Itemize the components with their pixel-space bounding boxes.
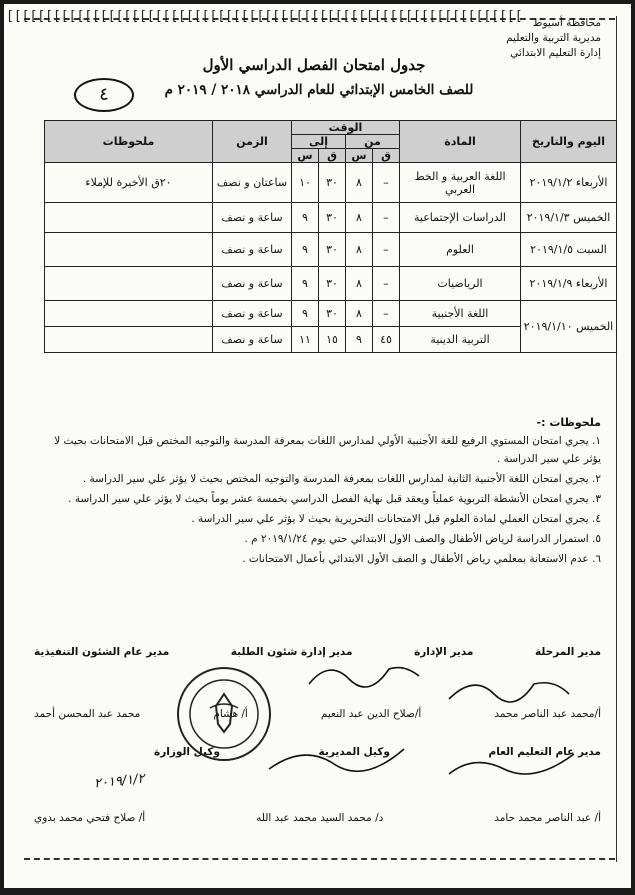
document-page — [4, 4, 631, 888]
signature-name: محمد عبد المحسن أحمد — [34, 708, 141, 720]
to-s-cell: ١٠ — [292, 163, 319, 203]
note-cell: ٢٠ق الأخيرة للإملاء — [45, 163, 213, 203]
to-q-cell: ٣٠ — [319, 267, 346, 301]
subject-cell: العلوم — [400, 233, 521, 267]
signature-title: وكيل المديرية — [318, 746, 390, 758]
letterhead-line: محافظة أسيوط — [532, 17, 601, 29]
header-from-s: س — [346, 149, 373, 163]
signature-scribble — [264, 739, 414, 779]
day-date-cell: السبت ٢٠١٩/١/٥ — [521, 233, 617, 267]
from-q-cell: ٤٥ — [373, 327, 400, 353]
to-s-cell: ٩ — [292, 203, 319, 233]
duration-cell: ساعة و نصف — [213, 203, 292, 233]
official-seal — [174, 664, 274, 764]
from-q-cell: – — [373, 233, 400, 267]
duration-cell: ساعة و نصف — [213, 267, 292, 301]
header-day-date: اليوم والتاريخ — [521, 121, 617, 163]
note-cell — [45, 267, 213, 301]
from-q-cell: – — [373, 163, 400, 203]
signature-title: مدير عام الشئون التنفيذية — [34, 646, 170, 658]
table-row — [45, 233, 617, 267]
duration-cell: ساعة و نصف — [213, 327, 292, 353]
to-s-cell: ٩ — [292, 233, 319, 267]
signature-name: أ/محمد عبد الناصر محمد — [494, 708, 601, 720]
signature-scribble — [444, 739, 584, 784]
duration-cell: ساعتان و نصف — [213, 163, 292, 203]
from-q-cell: – — [373, 203, 400, 233]
letterhead-line: مديرية التربية والتعليم — [506, 32, 601, 44]
note-cell — [45, 327, 213, 353]
note-cell — [45, 203, 213, 233]
table-row — [45, 163, 617, 203]
note-item: ١. يجري امتحان المستوي الرفيع للغة الأجنبية الأولي لمدارس اللغات بمعرفة المدرسة والتوجيه المختص قبل الامتحانات بحيث لا يؤثر علي سير الدراسة . — [54, 435, 601, 465]
signature-name: د/ محمد السيد محمد عبد الله — [256, 812, 384, 824]
signature-name: أ/ هشام — [213, 708, 248, 720]
signature-title: مدير المرحلة — [534, 646, 601, 658]
handwritten-date: ٢٠١٩/١/٢ — [93, 771, 146, 792]
to-s-cell: ٩ — [292, 301, 319, 327]
header-to-s: س — [292, 149, 319, 163]
header-to: إلى — [292, 135, 346, 149]
table-row — [45, 301, 617, 327]
signature-names-row-2 — [34, 812, 601, 824]
subject-cell: التربية الدينية — [400, 327, 521, 353]
header-to-q: ق — [319, 149, 346, 163]
signature-title: مدير عام التعليم العام — [488, 746, 601, 758]
binding-left-edge: [[[[[[[[[[[[[[[[[[[[[[[[[[[[[[[[[[[[[[[[[[[[[[[[[[[[[[[[[[[[[[[[[[ — [6, 9, 523, 24]
note-item: ٢. يجري امتحان اللغة الأجنبية الثانية لمدارس اللغات بمعرفة المدرسة والتوجيه المختص بحيث لا يؤثر علي سير الدراسة . — [82, 473, 601, 485]
to-s-cell: ٩ — [292, 267, 319, 301]
exam-schedule-table — [44, 120, 617, 353]
table-row — [45, 267, 617, 301]
signature-name: أ/ صلاح فتحي محمد بدوي — [34, 812, 146, 824]
document-subtitle: للصف الخامس الإبتدائي للعام الدراسي ٢٠١٨ / ٢٠١٩ م — [164, 82, 474, 98]
note-item: ٣. يجري امتحان الأنشطة التربوية عملياً ويعقد قبل نهاية الفصل الدراسي بخمسة عشر يوماً بحيث لا يؤثر علي سير الدراسة . — [68, 493, 601, 505]
duration-cell: ساعة و نصف — [213, 301, 292, 327]
to-q-cell: ٣٠ — [319, 203, 346, 233]
signature-name: أ/صلاح الدين عبد النعيم — [320, 708, 422, 720]
to-q-cell: ١٥ — [319, 327, 346, 353]
subject-cell: اللغة الأجنبية — [400, 301, 521, 327]
header-notes: ملحوظات — [45, 121, 213, 163]
to-q-cell: ٣٠ — [319, 233, 346, 267]
signature-title: مدير إدارة شئون الطلبة — [230, 646, 353, 658]
note-item: ٥. استمرار الدراسة لرياض الأطفال والصف الاول الابتدائي حتي يوم ٢٠١٩/١/٢٤ م . — [244, 533, 601, 545]
signature-title: مدير الإدارة — [414, 646, 474, 658]
day-date-cell: الأربعاء ٢٠١٩/١/٢ — [521, 163, 617, 203]
to-q-cell: ٣٠ — [319, 301, 346, 327]
from-q-cell: – — [373, 301, 400, 327]
notes-heading: ملحوظات :- — [536, 416, 601, 429]
notes-section — [52, 414, 601, 570]
note-cell — [45, 233, 213, 267]
signature-title: وكيل الوزارة — [154, 746, 220, 758]
duration-cell: ساعة و نصف — [213, 233, 292, 267]
header-from-q: ق — [373, 149, 400, 163]
day-date-cell: الخميس ٢٠١٩/١/٣ — [521, 203, 617, 233]
from-s-cell: ٨ — [346, 233, 373, 267]
binding-bottom-edge — [24, 858, 615, 870]
from-s-cell: ٨ — [346, 267, 373, 301]
letterhead — [441, 16, 601, 61]
letterhead-line: إدارة التعليم الابتدائي — [510, 47, 601, 59]
grade-badge: ٤ — [74, 78, 134, 112]
note-cell — [45, 301, 213, 327]
signature-name: أ/ عبد الناصر محمد حامد — [494, 812, 601, 824]
subject-cell: اللغة العربية و الخط العربي — [400, 163, 521, 203]
subject-cell: الرياضيات — [400, 267, 521, 301]
to-q-cell: ٣٠ — [319, 163, 346, 203]
signature-scribble — [444, 664, 574, 714]
signature-scribble — [304, 654, 424, 694]
header-from: من — [346, 135, 400, 149]
from-s-cell: ٩ — [346, 327, 373, 353]
from-q-cell: – — [373, 267, 400, 301]
note-item: ٤. يجري امتحان العملي لمادة العلوم قبل الامتحانات التحريرية بحيث لا يؤثر علي سير الدراسة . — [191, 513, 601, 525]
from-s-cell: ٨ — [346, 203, 373, 233]
day-date-cell: الخميس ٢٠١٩/١/١٠ — [521, 301, 617, 353]
from-s-cell: ٨ — [346, 163, 373, 203]
header-subject: المادة — [400, 121, 521, 163]
header-duration: الزمن — [213, 121, 292, 163]
subject-cell: الدراسات الإجتماعية — [400, 203, 521, 233]
to-s-cell: ١١ — [292, 327, 319, 353]
day-date-cell: الأربعاء ٢٠١٩/١/٩ — [521, 267, 617, 301]
header-time: الوقت — [292, 121, 400, 135]
from-s-cell: ٨ — [346, 301, 373, 327]
table-row — [45, 203, 617, 233]
document-title: جدول امتحان الفصل الدراسي الأول — [202, 56, 426, 74]
note-item: ٦. عدم الاستعانة بمعلمي رياض الأطفال و الصف الأول الابتدائي بأعمال الامتحانات . — [242, 553, 601, 565]
